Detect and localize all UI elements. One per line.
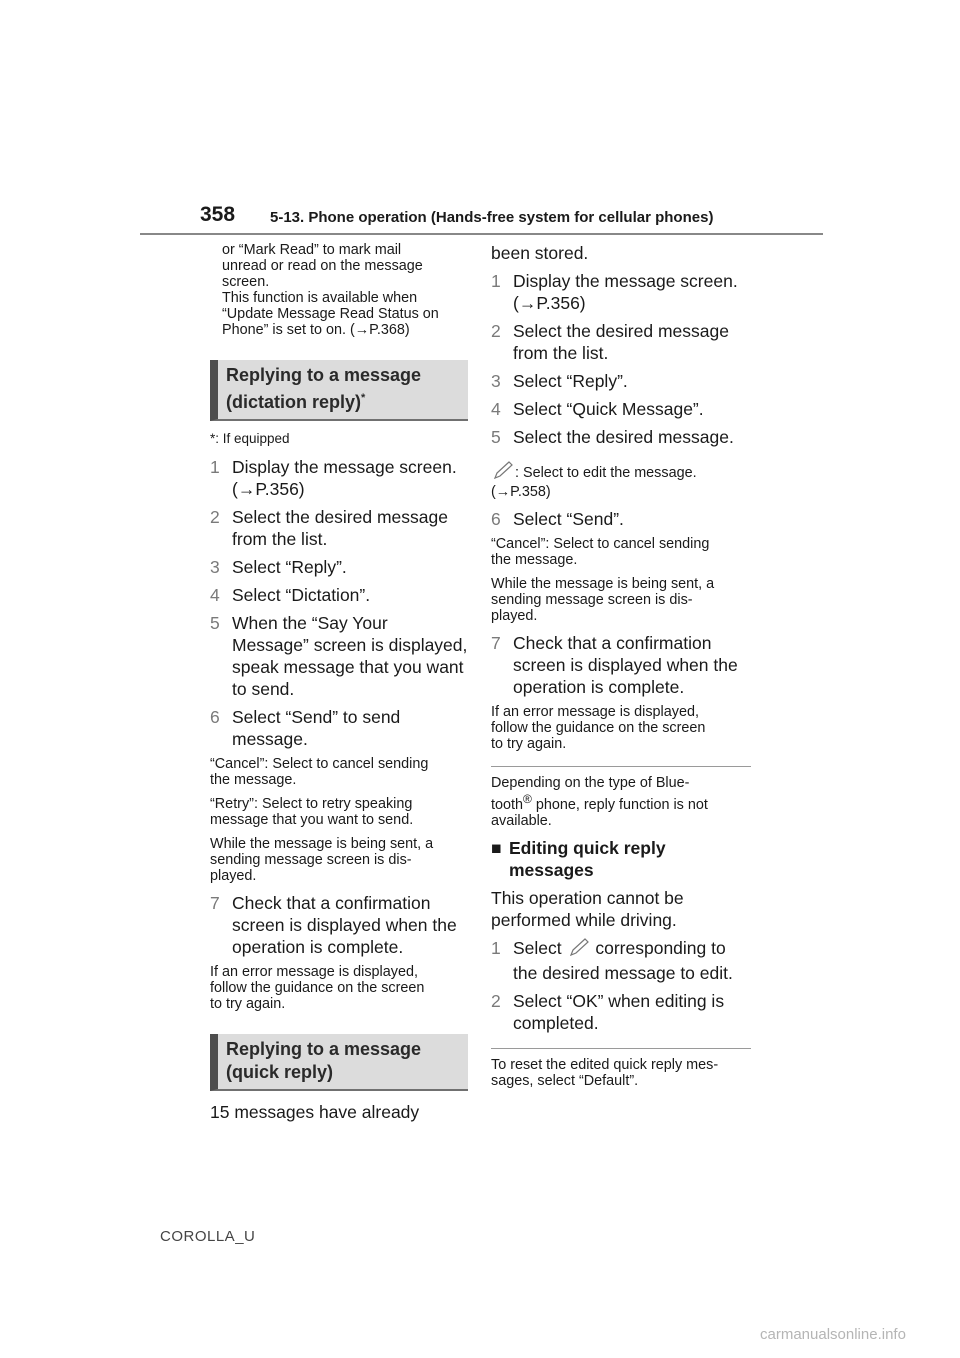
step: 2 Select the desired message from the list.	[210, 507, 448, 549]
cancel-note: “Cancel”: Select to cancel sending the message.	[491, 536, 710, 568]
sending-note: While the message is being sent, a sending message screen is dis- played.	[491, 576, 715, 624]
step: 7 Check that a confirmation screen is displayed when the operation is complete.	[491, 633, 738, 697]
section-title: 5-13. Phone operation (Hands-free system for cellular phones)	[270, 209, 714, 226]
error-note: If an error message is displayed, follow the guidance on the screen to try again.	[491, 704, 706, 752]
cancel-note: “Cancel”: Select to cancel sending the message.	[210, 756, 429, 788]
heading-dictation-reply: Replying to a message (dictation reply)*	[210, 360, 468, 421]
step: 2 Select “OK” when editing is completed.	[491, 990, 725, 1033]
error-note: If an error message is displayed, follow the guidance on the screen to try again.	[210, 964, 425, 1012]
edit-note: : Select to edit the message. (→P.358)	[491, 460, 751, 500]
step: 4 Select “Quick Message”.	[491, 399, 704, 419]
right-column	[491, 242, 751, 1097]
reset-note: To reset the edited quick reply mes- sages, select “Default”.	[491, 1056, 719, 1089]
divider	[491, 766, 751, 767]
footnote-if-equipped: *: If equipped	[210, 431, 290, 446]
step: 5 When the “Say Your Message” screen is displayed, speak message that you want to send.	[210, 613, 468, 699]
left-column	[210, 242, 468, 1129]
sending-note: While the message is being sent, a sending message screen is dis- played.	[210, 836, 434, 884]
step: 7 Check that a confirmation screen is displayed when the operation is complete.	[210, 893, 457, 957]
step: 2 Select the desired message from the list.	[491, 321, 729, 363]
retry-note: “Retry”: Select to retry speaking message that you want to send.	[210, 796, 414, 828]
intro-note: or “Mark Read” to mark mail unread or read on the message screen. This function is available when “Update Message Read Status on Phone” is set to on. (→P.368)	[222, 242, 439, 338]
divider	[491, 1048, 751, 1049]
pencil-icon	[567, 937, 591, 962]
bluetooth-note: Depending on the type of Blue- tooth® phone, reply function is not available.	[491, 775, 708, 829]
step: 1 Select corresponding to the desired message to edit.	[491, 937, 733, 983]
model-label: COROLLA_U	[160, 1228, 256, 1245]
editing-subheading: ■ Editing quick reply messages	[491, 837, 666, 880]
header-rule	[140, 233, 823, 235]
page-number: 358	[200, 203, 236, 226]
step: 3 Select “Reply”.	[491, 371, 628, 391]
step: 1 Display the message screen. (→P.356)	[491, 271, 738, 313]
driving-text: This operation cannot be performed while driving.	[491, 887, 684, 930]
step: 4 Select “Dictation”.	[210, 585, 371, 605]
step: 1 Display the message screen. (→P.356)	[210, 457, 457, 499]
step: 5 Select the desired message.	[491, 427, 734, 447]
stored-text: 15 messages have already	[210, 1102, 420, 1122]
step: 3 Select “Reply”.	[210, 557, 347, 577]
continued-text: been stored.	[491, 243, 589, 263]
step: 6 Select “Send” to send message.	[210, 707, 401, 749]
step: 6 Select “Send”.	[491, 509, 624, 529]
pencil-icon	[491, 460, 515, 484]
heading-quick-reply: Replying to a message (quick reply)	[210, 1034, 468, 1091]
watermark: carmanualsonline.info	[760, 1326, 906, 1343]
